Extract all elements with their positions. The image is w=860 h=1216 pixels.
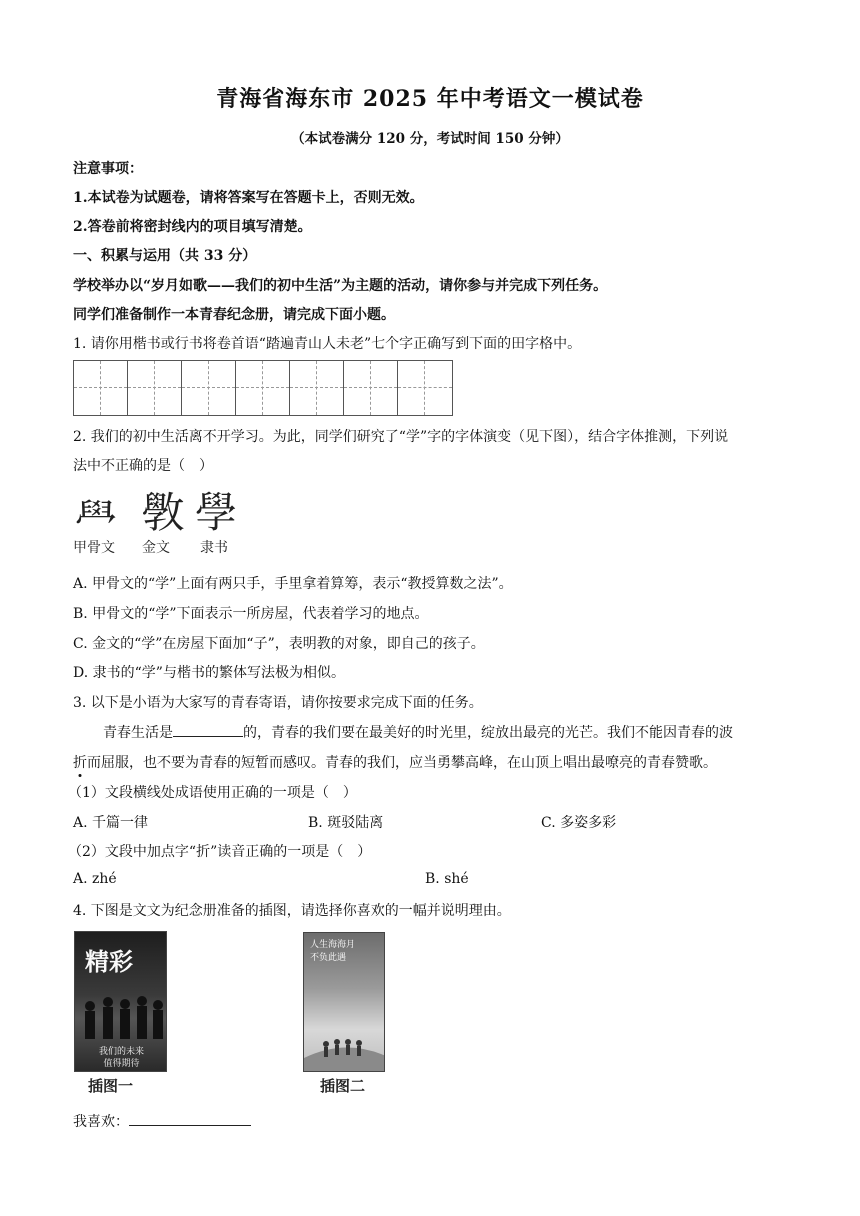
- illustration-1[interactable]: [74, 931, 167, 1072]
- grid-cell[interactable]: [182, 361, 236, 415]
- oracle-bone-label: 甲骨文: [73, 540, 115, 556]
- illustration-1-label: 插图一: [88, 1077, 134, 1095]
- grid-cell[interactable]: [398, 361, 452, 415]
- section-intro-2: 同学们准备制作一本青春纪念册，请完成下面小题。: [73, 307, 395, 323]
- passage-line-2: [73, 752, 717, 772]
- clerical-script-label: 隶书: [200, 540, 228, 556]
- question-4: 4. 下图是文文为纪念册准备的插图，请选择你喜欢的一幅并说明理由。: [73, 903, 511, 919]
- dotted-char: 折: [73, 752, 87, 772]
- option-b[interactable]: B. 甲骨文的“学”下面表示一所房屋，代表着学习的地点。: [73, 606, 429, 622]
- note-item-2: 2.答卷前将密封线内的项目填写清楚。: [73, 219, 312, 235]
- question-2-line1: 2. 我们的初中生活离不开学习。为此，同学们研究了“学”字的字体演变（见下图），结合字体推测，下列说: [73, 429, 729, 445]
- illustration-2-label: 插图二: [320, 1077, 366, 1095]
- sub2-option-a[interactable]: A. zhé: [73, 871, 117, 887]
- sub1-option-a[interactable]: A. 千篇一律: [73, 815, 149, 831]
- bronze-script-glyph: 斆: [142, 488, 185, 537]
- note-item-1: 1.本试卷为试题卷，请将答案写在答题卡上，否则无效。: [73, 190, 424, 206]
- passage-text-a: 青春生活是: [103, 725, 173, 741]
- exam-subtitle: （本试卷满分 120 分，考试时间 150 分钟）: [291, 131, 569, 147]
- bronze-script-label: 金文: [142, 540, 170, 556]
- page-title: 青海省海东市 2025 年中考语文一模试卷: [216, 86, 644, 112]
- passage-text-c: 而屈服，也不要为青春的短暂而感叹。青春的我们，应当勇攀高峰，在山顶上唱出最嘹亮的青春赞歌。: [87, 755, 717, 771]
- question-2-line2: 法中不正确的是（ ）: [73, 458, 213, 474]
- sub1-option-b[interactable]: B. 斑驳陆离: [308, 815, 384, 831]
- poster2-caption: 人生海海月 不负此遇: [310, 940, 356, 963]
- question-3: 3. 以下是小语为大家写的青春寄语，请你按要求完成下面的任务。: [73, 695, 483, 711]
- grid-cell[interactable]: [344, 361, 398, 415]
- sub-question-2: （2）文段中加点字“折”读音正确的一项是（ ）: [68, 844, 372, 860]
- sub1-option-c[interactable]: C. 多姿多彩: [541, 815, 617, 831]
- answer-line: [73, 1111, 251, 1131]
- answer-blank[interactable]: [173, 723, 243, 737]
- grid-cell[interactable]: [236, 361, 290, 415]
- sub-question-1: （1）文段横线处成语使用正确的一项是（ ）: [68, 785, 357, 801]
- tianzige-grid[interactable]: [73, 360, 453, 416]
- passage-text-b: 的，青春的我们要在最美好的时光里，绽放出最亮的光芒。我们不能因青春的波: [243, 725, 733, 741]
- option-c[interactable]: C. 金文的“学”在房屋下面加“子”，表明教的对象，即自己的孩子。: [73, 636, 485, 652]
- answer-prompt: 我喜欢：: [73, 1114, 129, 1130]
- poster1-title: 精彩: [85, 947, 133, 976]
- people-silhouette-icon: [75, 992, 167, 1042]
- section-intro-1: 学校举办以“岁月如歌——我们的初中生活”为主题的活动，请你参与并完成下列任务。: [73, 278, 608, 294]
- people-on-hill-icon: [304, 1028, 385, 1072]
- illustration-2[interactable]: [303, 932, 385, 1072]
- answer-blank-2[interactable]: [129, 1112, 251, 1126]
- oracle-bone-glyph: 𦥯: [75, 488, 118, 537]
- grid-cell[interactable]: [74, 361, 128, 415]
- clerical-script-glyph: 學: [195, 488, 238, 537]
- grid-cell[interactable]: [128, 361, 182, 415]
- question-1: 1. 请你用楷书或行书将卷首语“踏遍青山人未老”七个字正确写到下面的田字格中。: [73, 336, 582, 352]
- section-heading: 一、积累与运用（共 33 分）: [73, 248, 257, 264]
- passage-line-1: [103, 722, 733, 742]
- option-d[interactable]: D. 隶书的“学”与楷书的繁体写法极为相似。: [73, 665, 345, 681]
- grid-cell[interactable]: [290, 361, 344, 415]
- notes-heading: 注意事项：: [73, 161, 143, 177]
- sub2-option-b[interactable]: B. shé: [425, 871, 469, 887]
- option-a[interactable]: A. 甲骨文的“学”上面有两只手，手里拿着算筹，表示“教授算数之法”。: [73, 576, 513, 592]
- poster1-caption: 我们的未来 值得期待: [98, 1047, 144, 1069]
